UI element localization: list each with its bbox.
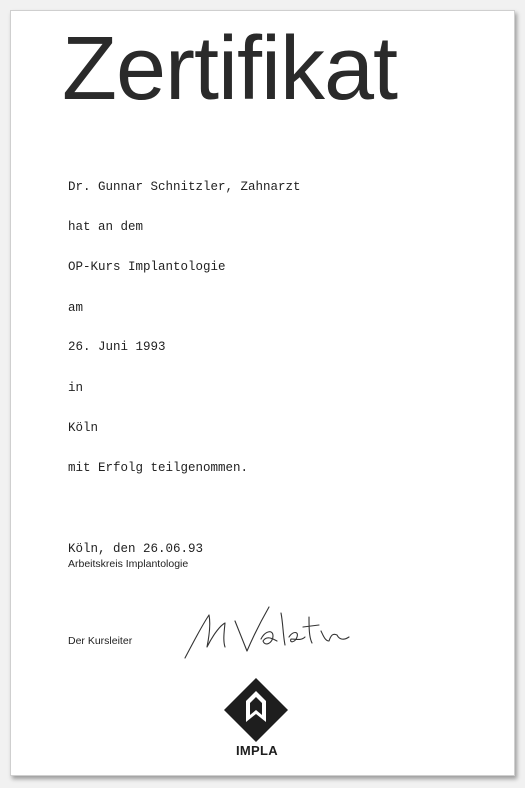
certificate-title: Zertifikat	[62, 19, 398, 119]
place-and-date: Köln, den 26.06.93	[68, 542, 204, 556]
handwritten-signature	[181, 603, 356, 661]
participation-phrase: hat an dem	[68, 220, 144, 234]
impla-logo-icon	[224, 678, 288, 742]
course-date: 26. Juni 1993	[68, 340, 166, 354]
impla-logo-text: IMPLA	[236, 743, 278, 758]
organization-name: Arbeitskreis Implantologie	[68, 558, 189, 570]
location-preposition: in	[68, 381, 84, 395]
success-phrase: mit Erfolg teilgenommen.	[68, 461, 249, 475]
signatory-label: Der Kursleiter	[68, 635, 133, 647]
course-name: OP-Kurs Implantologie	[68, 260, 226, 274]
recipient-name: Dr. Gunnar Schnitzler, Zahnarzt	[68, 180, 301, 194]
date-preposition: am	[68, 301, 84, 315]
certificate-page	[10, 10, 515, 776]
course-location: Köln	[68, 421, 99, 435]
